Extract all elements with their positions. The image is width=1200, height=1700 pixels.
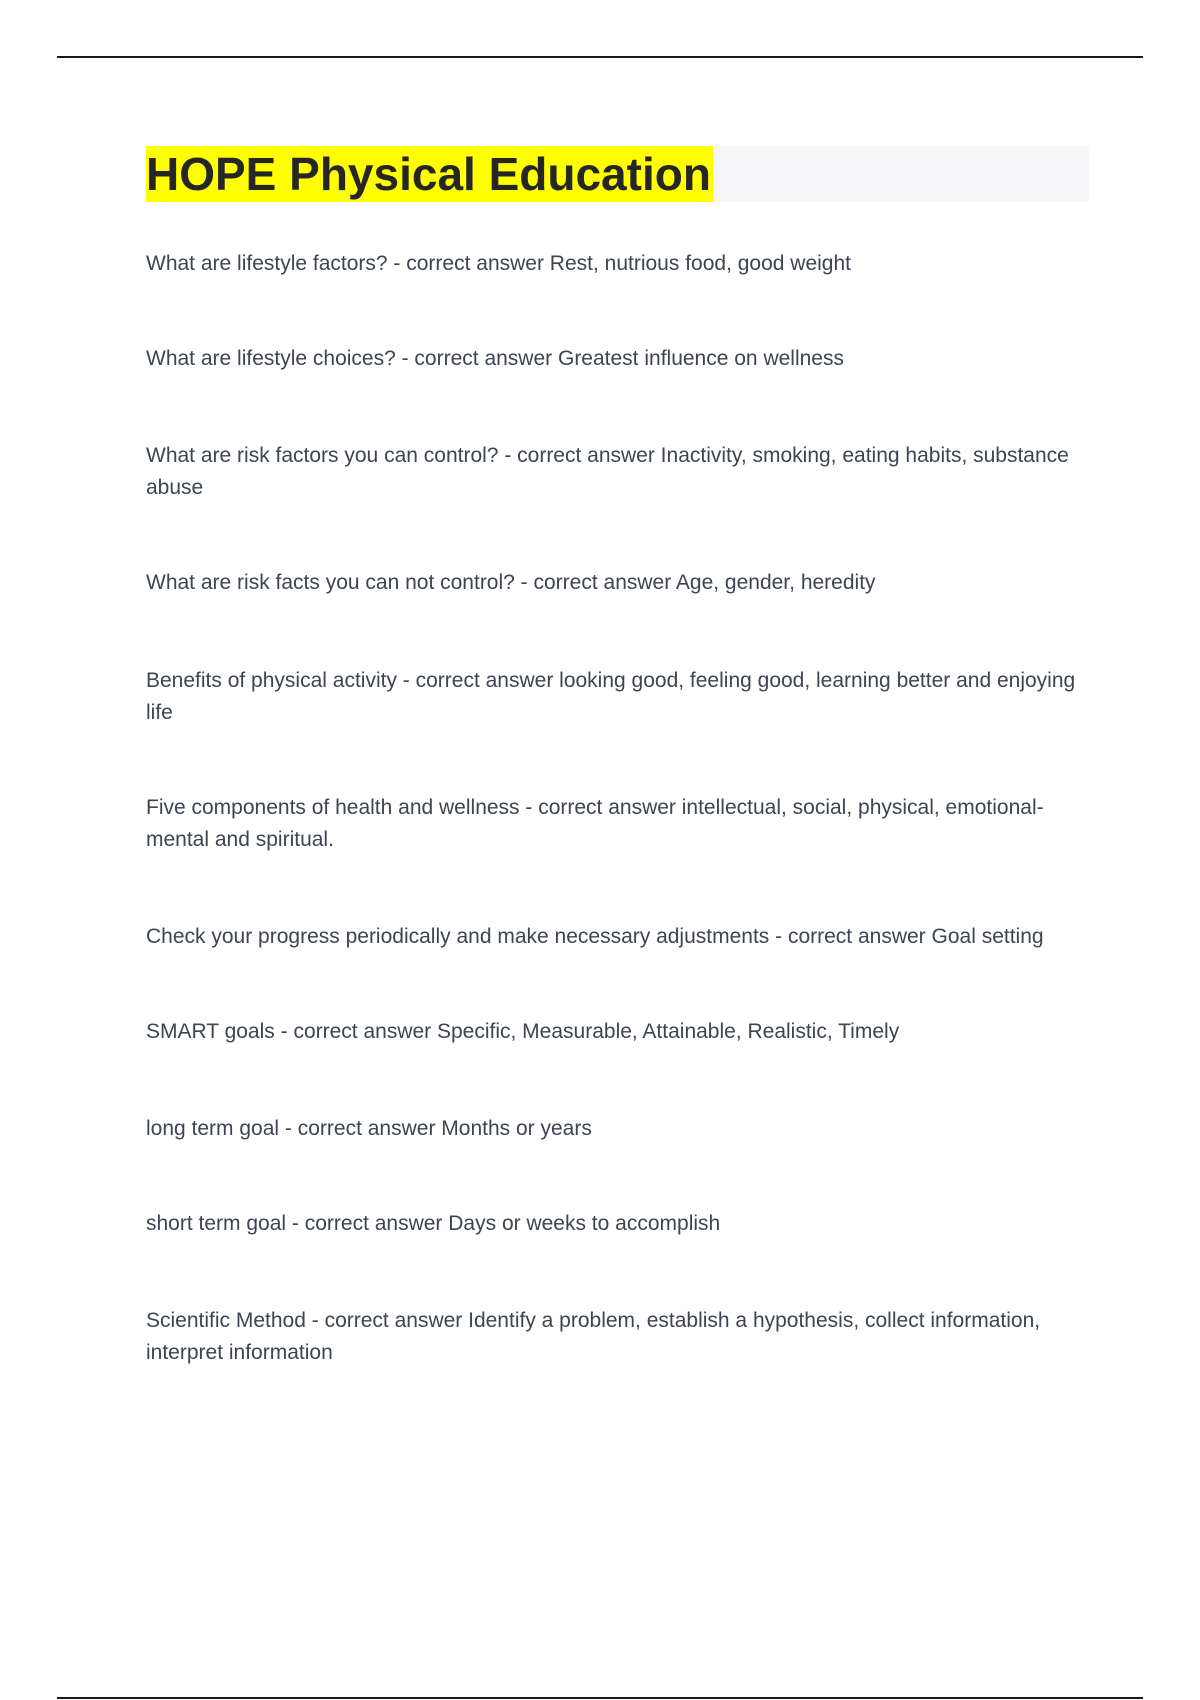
qa-entry-smart-goals: SMART goals - correct answer Specific, Measurable, Attainable, Realistic, Timely	[146, 1020, 900, 1043]
qa-entry-long-term-goal: long term goal - correct answer Months or years	[146, 1117, 592, 1140]
qa-entry-lifestyle-choices: What are lifestyle choices? - correct answer Greatest influence on wellness	[146, 347, 844, 370]
qa-entry-goal-setting: Check your progress periodically and make necessary adjustments - correct answer Goal setting	[146, 925, 1044, 948]
document-title: HOPE Physical Education	[146, 148, 711, 200]
qa-entry-uncontrollable-risk-factors: What are risk facts you can not control? - correct answer Age, gender, heredity	[146, 571, 876, 594]
qa-entry-short-term-goal: short term goal - correct answer Days or weeks to accomplish	[146, 1212, 721, 1235]
qa-entry-lifestyle-factors: What are lifestyle factors? - correct answer Rest, nutrious food, good weight	[146, 252, 851, 275]
qa-entry-five-components: Five components of health and wellness - correct answer intellectual, social, physical, emotional-mental and spiritual.	[146, 796, 1044, 851]
qa-entry-benefits-physical-activity: Benefits of physical activity - correct answer looking good, feeling good, learning better and enjoying life	[146, 669, 1076, 724]
qa-entry-controllable-risk-factors: What are risk factors you can control? - correct answer Inactivity, smoking, eating habits, substance abuse	[146, 444, 1069, 499]
qa-entry-scientific-method: Scientific Method - correct answer Identify a problem, establish a hypothesis, collect information, interpret information	[146, 1309, 1041, 1364]
bottom-rule	[57, 1697, 1143, 1699]
top-rule	[57, 56, 1143, 58]
